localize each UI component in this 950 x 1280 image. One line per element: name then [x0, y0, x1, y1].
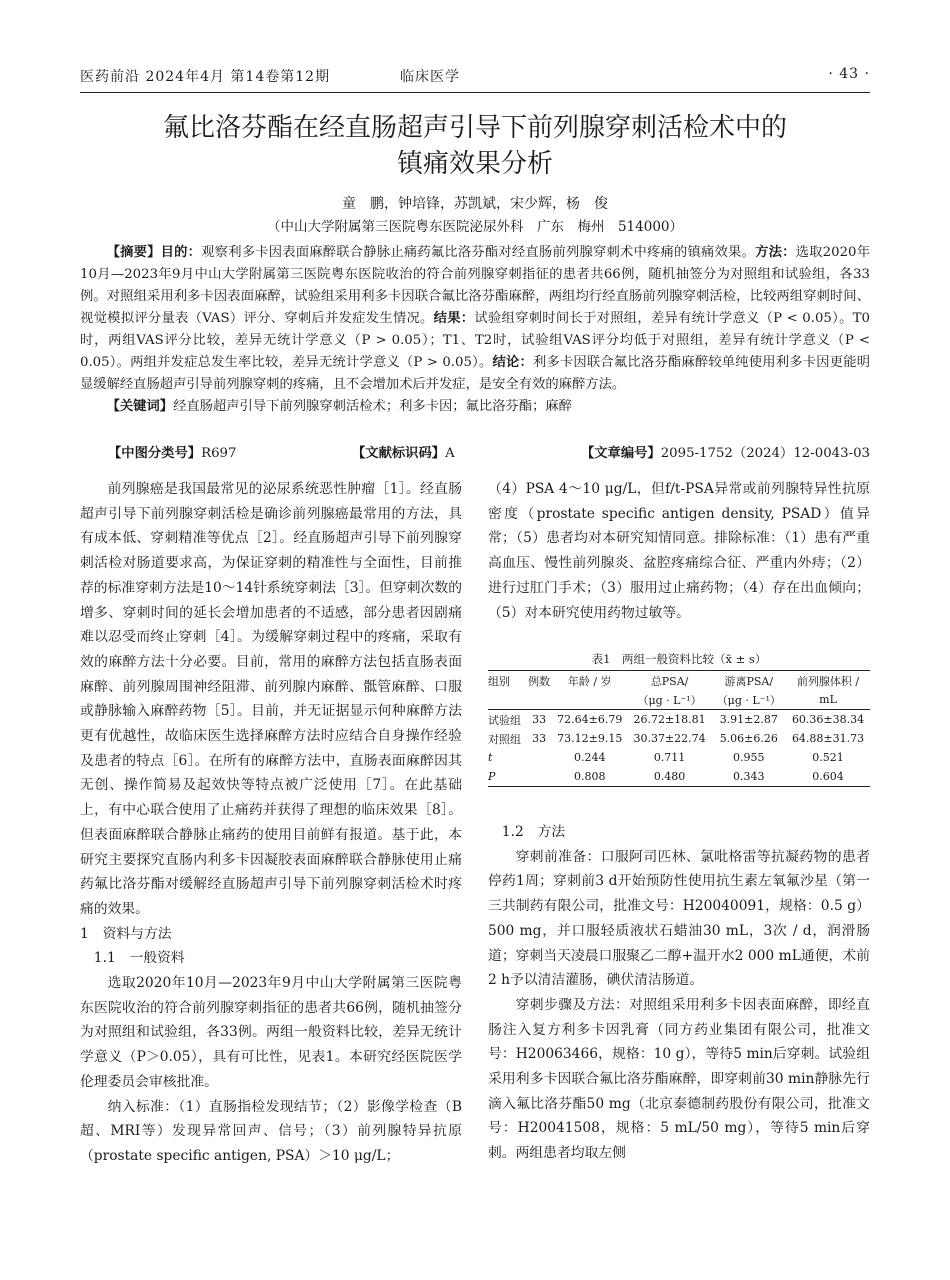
abstract-label: 【摘要】: [106, 245, 161, 260]
results-label: 结果：: [433, 311, 475, 326]
table-cell: 0.604: [786, 767, 870, 787]
table-cell: t: [488, 751, 493, 764]
table-cell: 试验组: [488, 713, 521, 727]
author-list: 童 鹏，钟培锋，苏凯斌，宋少辉，杨 俊: [342, 196, 608, 212]
table-header-cell: 游离PSA/: [712, 671, 787, 691]
table-cell: 0.808: [552, 767, 628, 787]
table-cell: [526, 767, 552, 787]
table-header-cell: 总PSA/: [628, 671, 712, 691]
title-line-1: 氟比洛芬酯在经直肠超声引导下前列腺穿刺活检术中的: [162, 113, 787, 143]
table-header-cell: 前列腺体积 /: [786, 671, 870, 691]
left-column: [80, 477, 462, 1169]
clc-value: R697: [201, 446, 237, 461]
results-text: 试验组穿刺时间长于对照组，差异有统计学意义（P < 0.05）。T0时，两组VAS评分比较，差异无统计学意义（P > 0.05）；T1、T2时，试验组VAS评分均低于对照组，差异有统计学意义（P < 0.05）。两组并发症总发生率比较，差异无统计学意义（P > 0.05）。: [80, 311, 871, 370]
doc-label: 【文献标识码】: [352, 446, 446, 461]
inclusion-criteria-paragraph: 纳入标准：（1）直肠指检发现结节；（2）影像学检查（B超、MRI等）发现异常回声、信号；（3）前列腺特异抗原（prostate specific antigen, PSA）＞10 μg/L；: [80, 1098, 462, 1164]
table-cell: 60.36±38.34: [791, 713, 865, 726]
table-cell: 5.06±6.26: [719, 732, 778, 745]
preparation-paragraph: 穿刺前准备：口服阿司匹林、氯吡格雷等抗凝药物的患者停药1周；穿刺前3 d开始预防性使用抗生素左氧氟沙星（第一三共制药有限公司，批准文号：H20040091，规格：0.5 g）500 mg，并口服轻质液状石蜡油30 mL，3次 / d，润滑肠道；穿刺当天凌晨口服聚乙二醇+温开水2 000 mL通便，术前2 h予以清洁灌肠，碘伏清洁肠道。: [488, 848, 870, 989]
table-cell: 33: [532, 713, 547, 726]
right-column-bottom: [488, 820, 870, 1166]
table-header-cell: 例数: [526, 671, 552, 691]
article-number: [581, 442, 870, 461]
clc-code: [108, 442, 236, 461]
clc-label: 【中图分类号】: [108, 446, 202, 461]
methods-text: 选取2020年10月—2023年9月中山大学附属第三医院粤东医院收治的符合前列腺穿刺指征的患者共66例，随机抽签分为对照组和试验组，各33例。对照组采用利多卡因表面麻醉，试验组采用利多卡因联合氟比洛芬酯麻醉，两组均行经直肠前列腺穿刺活检，比较两组穿刺时间、视觉模拟评分量表（VAS）评分、穿刺后并发症发生情况。: [80, 245, 871, 326]
table-row: [488, 748, 870, 767]
conclusion-text: 利多卡因联合氟比洛芬酯麻醉较单纯使用利多卡因更能明显缓解经直肠超声引导前列腺穿刺的疼痛，且不会增加术后并发症，是安全有效的麻醉方法。: [80, 355, 871, 392]
art-value: 2095-1752（2024）12-0043-03: [660, 446, 870, 461]
objective-text: 观察利多卡因表面麻醉联合静脉止痛药氟比洛芬酯对经直肠前列腺穿刺术中疼痛的镇痛效果。: [201, 245, 756, 260]
procedure-paragraph: 穿刺步骤及方法：对照组采用利多卡因表面麻醉，即经直肠注入复方利多卡因乳膏（同方药业集团有限公司，批准文号：H20063466，规格：10 g），等待5 min后穿刺。试验组采用利多卡因联合氟比洛芬酯麻醉，即穿刺前30 min静脉先行滴入氟比洛芬酯50 mg（北京泰德制药股份有限公司，批准文号：H20041508，规格：5 mL/50 mg），等待5 min后穿刺。两组患者均取左侧: [488, 996, 870, 1162]
table-header-cell: 年龄 / 岁: [552, 671, 628, 691]
keywords: [80, 396, 870, 418]
table-cell: 3.91±2.87: [719, 713, 778, 726]
classification-row: [80, 442, 870, 464]
table-cell: 30.37±22.74: [633, 732, 706, 745]
abstract: [80, 242, 870, 418]
title-line-2: 镇痛效果分析: [396, 149, 553, 179]
intro-paragraph: 前列腺癌是我国最常见的泌尿系统恶性肿瘤［1］。经直肠超声引导下前列腺穿刺活检是确诊前列腺癌最常用的方法，具有成本低、穿刺精准等优点［2］。经直肠超声引导下前列腺穿刺活检对肠道要求高，为保证穿刺的精准性与全面性，目前推荐的标准穿刺方法是10～14针系统穿刺法［3］。但穿刺次数的增多、穿刺时间的延长会增加患者的不适感，部分患者因剧痛难以忍受而终止穿刺［4］。为缓解穿刺过程中的疼痛，采取有效的麻醉方法十分必要。目前，常用的麻醉方法包括直肠表面麻醉、前列腺周围神经阻滞、前列腺内麻醉、骶管麻醉、口服或静脉输入麻醉药物［5］。目前，并无证据显示何种麻醉方法更有优越性，故临床医生选择麻醉方法时应结合自身操作经验及患者的特点［6］。在所有的麻醉方法中，直肠表面麻醉因其无创、操作简易及起效快等特点被广泛使用［7］。在此基础上，有中心联合使用了止痛药并获得了理想的临床效果［8］。但表面麻醉联合静脉止痛药的使用目前鲜有报道。基于此，本研究主要探究直肠内利多卡因凝胶表面麻醉联合静脉使用止痛药氟比洛芬酯对缓解经直肠超声引导下前列腺穿刺活检术时疼痛的效果。: [80, 481, 462, 917]
abstract-body: [80, 242, 870, 396]
doc-code: [352, 442, 455, 461]
table-cell: 72.64±6.79: [557, 713, 623, 726]
article-title: [80, 110, 870, 182]
keywords-label: 【关键词】: [106, 399, 174, 414]
table-header-cell: [552, 690, 628, 710]
table-cell: 64.88±31.73: [791, 732, 865, 745]
subsection-heading: 1.2 方法: [501, 824, 566, 840]
table-cell: 26.72±18.81: [633, 713, 706, 726]
table-header-cell: [488, 690, 526, 710]
table-cell: [526, 748, 552, 767]
running-header: [80, 66, 870, 88]
affiliation: （中山大学附属第三医院粤东医院泌尿外科 广东 梅州 514000）: [266, 219, 684, 235]
table-cell: 0.711: [653, 751, 686, 764]
page-number: · 43 ·: [828, 66, 870, 82]
table-cell: 0.244: [574, 751, 606, 764]
table-header-row: [488, 671, 870, 691]
table-cell: 对照组: [488, 732, 521, 746]
table-cell: P: [488, 767, 526, 787]
section-label: 临床医学: [400, 69, 460, 85]
table-cell: 0.955: [733, 751, 765, 764]
table-header-cell: （μg · L⁻¹）: [712, 690, 787, 710]
table-row: [488, 767, 870, 787]
conclusion-label: 结论：: [492, 355, 533, 370]
table-header-cell: mL: [786, 690, 870, 710]
right-column-top: [488, 477, 870, 625]
table-cell: 0.343: [712, 767, 787, 787]
table-header-cell: [526, 690, 552, 710]
criteria-continuation: （4）PSA 4～10 μg/L，但f/t-PSA异常或前列腺特异性抗原密度（prostate specific antigen density, PSAD）值异常；（5）患者均对本研究知情同意。排除标准：（1）患有严重高血压、慢性前列腺炎、盆腔疼痛综合征、严重内外痔；（2）进行过肛门手术；（3）服用过止痛药物；（4）存在出血倾向；（5）对本研究使用药物过敏等。: [488, 481, 870, 621]
table-row: [488, 729, 870, 748]
objective-label: 目的：: [160, 245, 202, 260]
general-data-paragraph: 选取2020年10月—2023年9月中山大学附属第三医院粤东医院收治的符合前列腺穿刺指征的患者共66例，随机抽签分为对照组和试验组，各33例。两组一般资料比较，差异无统计学意义（P＞0.05），具有可比性，见表1。本研究经医院医学伦理委员会审核批准。: [80, 975, 462, 1090]
table-cell: 0.480: [628, 767, 712, 787]
section-heading: 1 资料与方法: [80, 925, 172, 942]
table-cell: 33: [532, 732, 547, 745]
subsection-heading: 1.1 一般资料: [93, 950, 185, 967]
table-header-row: [488, 690, 870, 710]
table-header-cell: 组别: [488, 671, 526, 691]
table-cell: 73.12±9.15: [557, 732, 623, 745]
table-header-cell: （μg · L⁻¹）: [628, 690, 712, 710]
doc-value: A: [445, 446, 455, 461]
table-caption: 表1 两组一般资料比较（x̄ ± s）: [591, 652, 767, 666]
keywords-text: 经直肠超声引导下前列腺穿刺活检术；利多卡因；氟比洛芬酯；麻醉: [173, 399, 572, 414]
table-1: [488, 670, 870, 787]
table-row: [488, 710, 870, 730]
journal-info: 医药前沿 2024年4月 第14卷第12期: [80, 69, 331, 85]
art-label: 【文章编号】: [580, 446, 661, 461]
methods-label: 方法：: [755, 245, 796, 260]
header-rule: [80, 92, 870, 93]
table-cell: 0.521: [812, 751, 844, 764]
